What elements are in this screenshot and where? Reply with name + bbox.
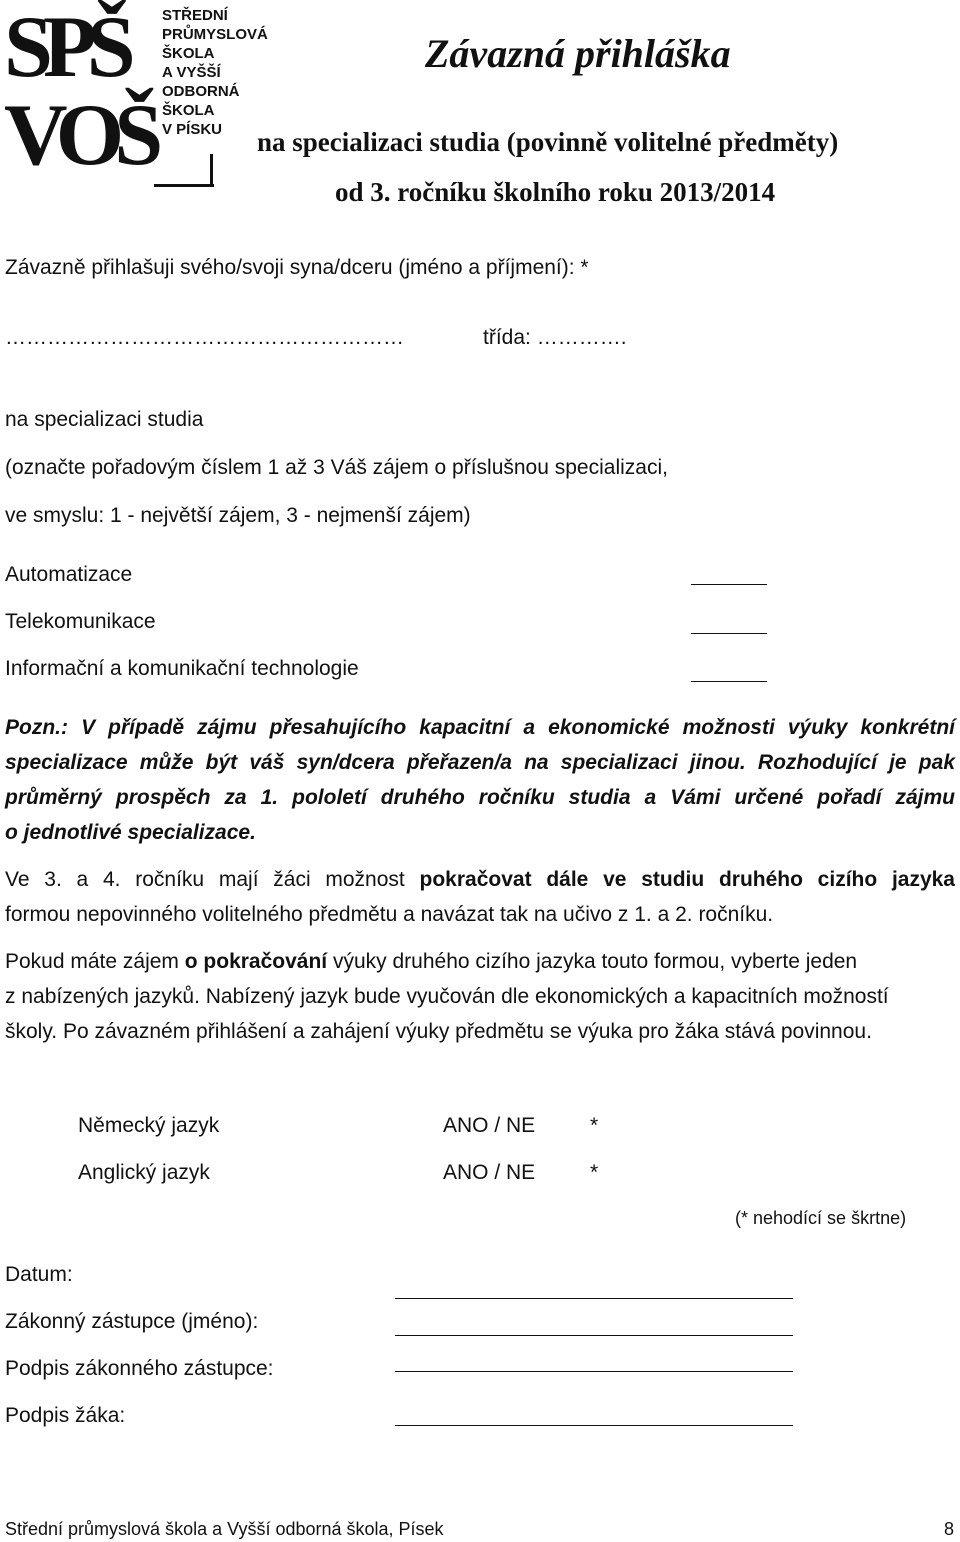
page-title: Závazná přihláška xyxy=(425,31,731,76)
rank-field-automation[interactable] xyxy=(691,584,767,585)
strike-footnote: (* nehodící se škrtne) xyxy=(735,1208,907,1228)
language-english-mark: * xyxy=(590,1161,599,1184)
note-line-1: Pozn.: V případě zájmu přesahujícího kapacitní a ekonomické možnosti výuky konkrétní xyxy=(5,716,955,739)
language-german: Německý jazyk xyxy=(78,1114,220,1137)
note-line-3: průměrný prospěch za 1. pololetí druhého ročníku studia a Vámi určené pořadí zájmu xyxy=(5,786,955,809)
language-german-choice[interactable]: ANO / NE xyxy=(443,1114,536,1137)
rank-field-ict[interactable] xyxy=(691,681,767,682)
rank-field-telecom[interactable] xyxy=(691,633,767,634)
para1-line-2: formou nepovinného volitelného předmětu a navázat tak na učivo z 1. a 2. ročníku. xyxy=(5,903,774,926)
enrollment-statement: Závazně přihlašuji svého/svoji syna/dceru (jméno a příjmení): * xyxy=(5,256,589,279)
para1-text: Ve 3. a 4. ročníku mají žáci možnost xyxy=(5,868,420,891)
page-subtitle: na specializaci studia (povinně volitelné předměty) xyxy=(257,127,839,157)
guardian-signature-line[interactable] xyxy=(395,1371,793,1372)
language-german-mark: * xyxy=(590,1114,599,1137)
specialization-ict: Informační a komunikační technologie xyxy=(5,657,359,680)
student-signature-line[interactable] xyxy=(395,1425,793,1426)
school-year-line: od 3. ročníku školního roku 2013/2014 xyxy=(335,177,776,207)
instruction-line-1: (označte pořadovým číslem 1 až 3 Váš zájem o příslušnou specializaci, xyxy=(5,456,668,479)
footer-school: Střední průmyslová škola a Vyšší odborná škola, Písek xyxy=(5,1519,444,1539)
school-logo xyxy=(4,0,268,184)
language-english-choice[interactable]: ANO / NE xyxy=(443,1161,536,1184)
name-field-dots: ………………………………………………… xyxy=(5,326,404,349)
student-signature-label: Podpis žáka: xyxy=(5,1404,126,1427)
para1-line-1 xyxy=(5,868,955,892)
logo-vbar xyxy=(210,154,213,187)
guardian-name-line[interactable] xyxy=(395,1335,793,1336)
para2-bold-text: o pokračování xyxy=(184,950,328,973)
para2-line-3: školy. Po závazném přihlášení a zahájení výuky předmětu se výuka pro žáka stává povinnou. xyxy=(5,1020,872,1043)
date-label: Datum: xyxy=(5,1263,73,1286)
language-english: Anglický jazyk xyxy=(78,1161,210,1184)
para2-text-c: výuky druhého cizího jazyka touto formou, vyberte jeden xyxy=(327,950,858,973)
logo-school-name: STŘEDNÍ PRŮMYSLOVÁ ŠKOLA A VYŠŠÍ ODBORNÁ ŠKOLA V PÍSKU xyxy=(162,7,268,138)
specialization-heading: na specializaci studia xyxy=(5,408,204,431)
instruction-line-2: ve smyslu: 1 - největší zájem, 3 - nejmenší zájem) xyxy=(5,504,471,527)
date-line[interactable] xyxy=(395,1298,793,1299)
page-number: 8 xyxy=(944,1519,955,1539)
specialization-telecom: Telekomunikace xyxy=(5,610,156,633)
note-line-4: o jednotlivé specializace. xyxy=(5,821,256,844)
guardian-name-label: Zákonný zástupce (jméno): xyxy=(5,1310,259,1333)
para2-text-a: Pokud máte zájem xyxy=(5,950,185,973)
para2-line-2: z nabízených jazyků. Nabízený jazyk bude vyučován dle ekonomických a kapacitních možností xyxy=(5,985,889,1008)
specialization-automation: Automatizace xyxy=(5,563,133,586)
note-line-2: specializace může být váš syn/dcera přeřazen/a na specializaci jinou. Rozhodující je pak xyxy=(5,751,955,774)
guardian-signature-label: Podpis zákonného zástupce: xyxy=(5,1357,274,1380)
logo-bar xyxy=(154,184,214,187)
class-field: třída: …………. xyxy=(483,326,627,349)
para2-line-1 xyxy=(5,950,955,974)
para1-bold-text: pokračovat dále ve studiu druhého cizího jazyka xyxy=(419,868,955,891)
logo-letters: SPŠ VOŠ xyxy=(4,0,154,184)
